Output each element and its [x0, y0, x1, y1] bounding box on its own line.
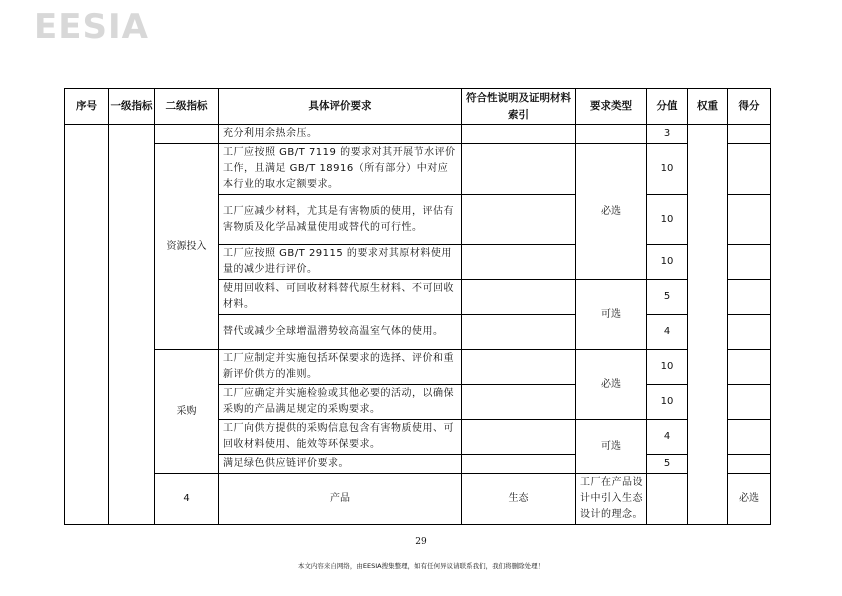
level1-cell: 产品	[219, 474, 462, 525]
table-row	[65, 474, 771, 525]
points-cell	[728, 144, 771, 195]
points-cell	[728, 385, 771, 420]
points-cell	[728, 195, 771, 245]
header-level1: 一级指标	[109, 89, 155, 125]
type-mandatory: 必选	[576, 350, 647, 420]
points-cell	[728, 245, 771, 280]
evidence-cell	[462, 195, 576, 245]
evidence-cell	[462, 144, 576, 195]
evidence-cell	[462, 420, 576, 455]
score-cell: 10	[647, 144, 688, 195]
level2-procurement: 采购	[155, 350, 219, 474]
evidence-cell	[462, 245, 576, 280]
level2-cell-empty	[155, 125, 219, 144]
header-weight: 权重	[688, 89, 728, 125]
requirement-cell: 工厂应按照 GB/T 29115 的要求对其原材料使用量的减少进行评价。	[219, 245, 462, 280]
header-requirement: 具体评价要求	[219, 89, 462, 125]
weight-cell-empty	[688, 125, 728, 525]
evidence-cell	[462, 315, 576, 350]
requirement-cell: 工厂在产品设计中引入生态设计的理念。	[576, 474, 647, 525]
requirement-cell: 替代或减少全球增温潜势较高温室气体的使用。	[219, 315, 462, 350]
score-cell: 10	[647, 385, 688, 420]
evidence-cell	[647, 474, 688, 525]
score-cell: 3	[647, 125, 688, 144]
evidence-cell	[462, 455, 576, 474]
header-type: 要求类型	[576, 89, 647, 125]
seq-cell: 4	[155, 474, 219, 525]
header-level2: 二级指标	[155, 89, 219, 125]
score-cell: 4	[647, 315, 688, 350]
score-cell: 5	[647, 280, 688, 315]
type-cell: 必选	[728, 474, 771, 525]
header-seq: 序号	[65, 89, 109, 125]
score-cell: 10	[647, 245, 688, 280]
type-cell-empty	[576, 125, 647, 144]
requirement-cell: 工厂应确定并实施检验或其他必要的活动，以确保采购的产品满足规定的采购要求。	[219, 385, 462, 420]
table-header-row	[65, 89, 771, 125]
evidence-cell	[462, 350, 576, 385]
score-cell: 4	[647, 420, 688, 455]
header-evidence: 符合性说明及证明材料索引	[462, 89, 576, 125]
points-cell	[728, 350, 771, 385]
evidence-cell	[462, 280, 576, 315]
eesia-logo: EESIA	[34, 7, 149, 47]
points-cell	[728, 125, 771, 144]
seq-cell-empty	[65, 125, 109, 525]
evidence-cell	[462, 125, 576, 144]
type-optional: 可选	[576, 420, 647, 474]
requirement-cell: 工厂向供方提供的采购信息包含有害物质使用、可回收材料使用、能效等环保要求。	[219, 420, 462, 455]
score-cell: 5	[647, 455, 688, 474]
table-row	[65, 144, 771, 195]
level2-cell: 生态	[462, 474, 576, 525]
page-number: 29	[415, 537, 427, 547]
header-points: 得分	[728, 89, 771, 125]
requirement-cell: 充分利用余热余压。	[219, 125, 462, 144]
type-mandatory: 必选	[576, 144, 647, 280]
level2-resource-input: 资源投入	[155, 144, 219, 350]
footer-note: 本文内容来自网络，由EESIA搜集整理，如有任何异议请联系我们，我们将删除处理！	[297, 562, 545, 570]
requirement-cell: 使用回收料、可回收材料替代原生材料、不可回收材料。	[219, 280, 462, 315]
requirement-cell: 满足绿色供应链评价要求。	[219, 455, 462, 474]
type-optional: 可选	[576, 280, 647, 350]
requirement-cell: 工厂应按照 GB/T 7119 的要求对其开展节水评价工作，且满足 GB/T 18916（所有部分）中对应本行业的取水定额要求。	[219, 144, 462, 195]
score-cell: 10	[647, 350, 688, 385]
points-cell	[728, 420, 771, 455]
requirement-cell: 工厂应减少材料，尤其是有害物质的使用，评估有害物质及化学品减量使用或替代的可行性。	[219, 195, 462, 245]
points-cell	[728, 315, 771, 350]
score-cell: 10	[647, 195, 688, 245]
table-row	[65, 350, 771, 385]
requirement-cell: 工厂应制定并实施包括环保要求的选择、评价和重新评价供方的准则。	[219, 350, 462, 385]
evaluation-table	[64, 88, 771, 525]
table-row	[65, 125, 771, 144]
points-cell	[728, 280, 771, 315]
points-cell	[728, 455, 771, 474]
evidence-cell	[462, 385, 576, 420]
header-score: 分值	[647, 89, 688, 125]
level1-cell-empty	[109, 125, 155, 525]
